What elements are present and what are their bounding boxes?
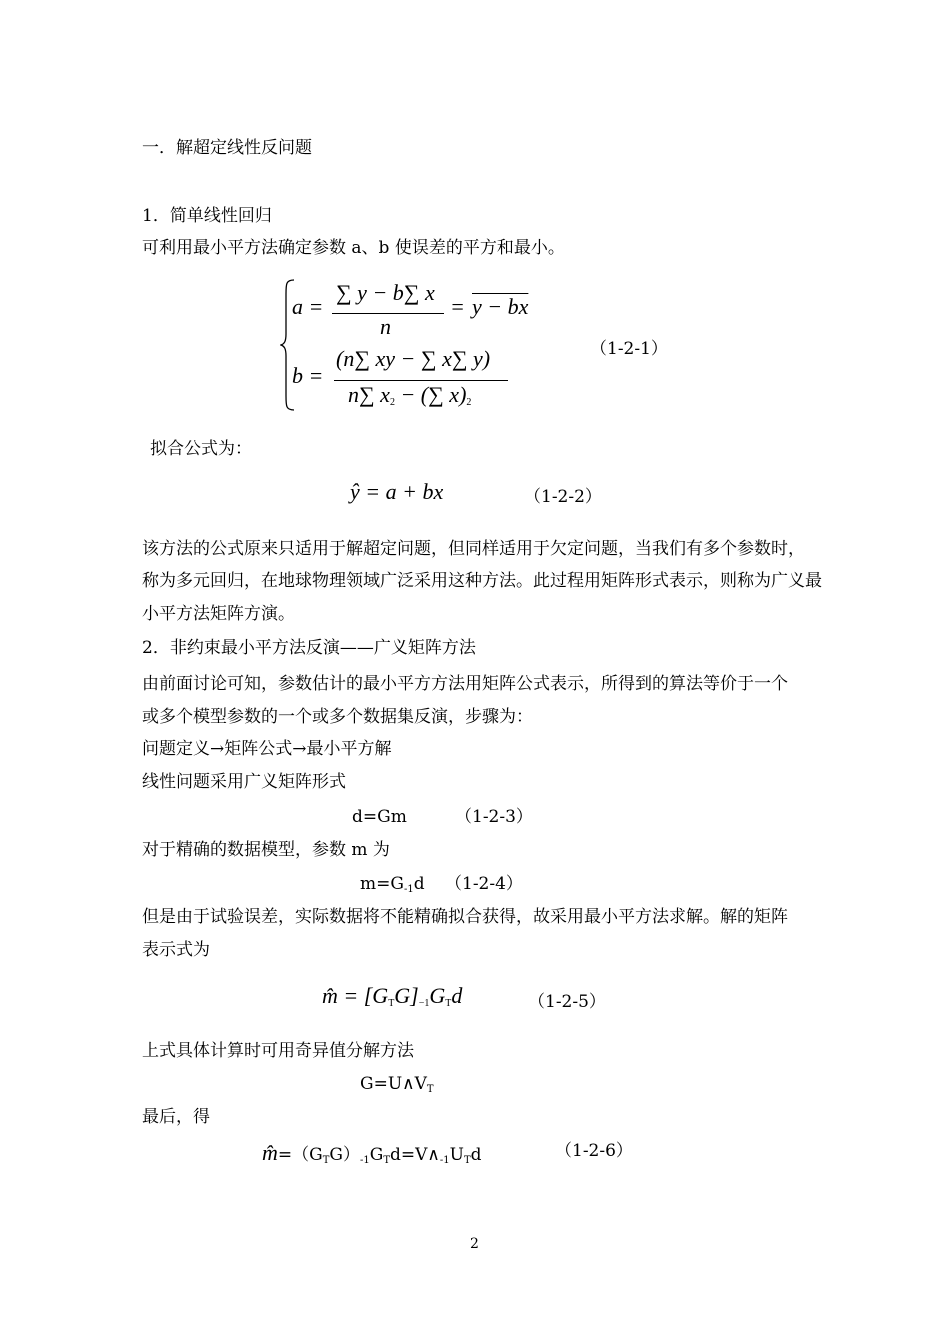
eq-a-rhs [472, 296, 528, 318]
eq-a-rhs-text: y − bx [472, 294, 529, 319]
equation-number-1-2-2: （1-2-2） [524, 487, 602, 507]
equation-number-1-2-3: （1-2-3） [455, 807, 533, 827]
eq6-p3: G [369, 1145, 384, 1165]
eq6-s5: T [463, 1155, 471, 1166]
eq6-s1: T [322, 1155, 330, 1166]
subsection-1-title: 1．简单线性回归 [142, 206, 272, 226]
eq6-p1: =（G [277, 1145, 323, 1165]
eq4-part2: d [413, 874, 425, 894]
subsection-2-linear-form: 线性问题采用广义矩阵形式 [142, 772, 346, 792]
exact-model-text: 对于精确的数据模型，参数 m 为 [142, 840, 390, 860]
subsection-2-steps: 问题定义→矩阵公式→最小平方解 [142, 739, 392, 759]
equation-1-2-2: ŷ = a + bx [350, 479, 444, 504]
equation-1-2-4 [360, 876, 425, 895]
eq-b-lhs: b = [292, 363, 324, 388]
equation-1-2-6 [262, 1142, 482, 1166]
eq6-s2: -1 [359, 1155, 370, 1166]
subsection-2-line-2: 或多个模型参数的一个或多个数据集反演，步骤为： [142, 707, 533, 727]
eq6-p6: d [470, 1145, 482, 1165]
eq-b-den-part1: n∑ x [348, 382, 390, 407]
svd-text: 上式具体计算时可用奇异值分解方法 [142, 1041, 414, 1061]
eq-b-numerator: (n∑ xy − ∑ x∑ y) [336, 346, 491, 371]
paragraph-1-line-3: 小平方法矩阵方演。 [142, 604, 295, 624]
eq5-sup1: T [388, 998, 395, 1009]
eq-a-rhs-equals: = [450, 294, 465, 319]
eq6-p2: G） [329, 1145, 360, 1165]
paragraph-2-line-2: 表示式为 [142, 940, 210, 960]
equation-number-1-2-5: （1-2-5） [528, 992, 606, 1012]
eq5-mid: G] [394, 983, 419, 1008]
paragraph-1-line-1: 该方法的公式原来只适用于解超定问题，但同样适用于欠定问题，当我们有多个参数时， [142, 539, 805, 559]
eq5-d: d [451, 983, 463, 1008]
eq-b-den-part2: − (∑ x) [394, 382, 467, 407]
eq4-part1: m=G [360, 874, 404, 894]
equation-number-1-2-1: （1-2-1） [590, 339, 668, 359]
equation-number-1-2-6: （1-2-6） [555, 1141, 633, 1161]
equation-1-2-5 [322, 985, 462, 1009]
section-heading: 一．解超定线性反问题 [142, 138, 312, 158]
eq5-g: G [429, 983, 446, 1008]
equation-number-1-2-4: （1-2-4） [445, 874, 523, 894]
subsection-2-title: 2．非约束最小平方法反演——广义矩阵方法 [142, 638, 476, 658]
eq6-p5: U [449, 1145, 464, 1165]
eq5-lhs: m̂ = [G [322, 983, 389, 1008]
eq-b-denominator [348, 384, 471, 408]
subsection-1-intro: 可利用最小平方法确定参数 a、b 使误差的平方和最小。 [142, 238, 565, 258]
eq5-sup2: −1 [418, 998, 430, 1009]
eq5-sup3: T [445, 998, 452, 1009]
eq6-p4: d=V∧ [390, 1145, 440, 1165]
fit-formula-label: 拟合公式为： [150, 439, 252, 459]
eq6-lhs: m̂ [262, 1140, 278, 1165]
eq4-sup: -1 [403, 884, 414, 895]
finally-text: 最后，得 [142, 1107, 210, 1127]
eq-b-den-sub1: 2 [389, 397, 395, 408]
paragraph-1-line-2: 称为多元回归，在地球物理领域广泛采用这种方法。此过程用矩阵形式表示，则称为广义最 [142, 571, 822, 591]
svd-part1: G=U∧V [360, 1074, 427, 1094]
subsection-2-line-1: 由前面讨论可知，参数估计的最小平方方法用矩阵公式表示，所得到的算法等价于一个 [142, 674, 788, 694]
page-number: 2 [470, 1236, 479, 1252]
eq-b-den-sub2: 2 [466, 397, 472, 408]
eq6-s3: T [383, 1155, 390, 1166]
eq6-s4: -1 [439, 1155, 450, 1166]
paragraph-2-line-1: 但是由于试验误差，实际数据将不能精确拟合获得，故采用最小平方法求解。解的矩阵 [142, 907, 788, 927]
eq-a-numerator: ∑ y − b∑ x [336, 280, 435, 305]
svd-sup: T [426, 1084, 434, 1095]
equation-1-2-3: d=Gm [352, 807, 407, 827]
eq-a-denominator: n [380, 314, 391, 339]
svd-equation [360, 1076, 434, 1095]
eq-a-lhs: a = [292, 294, 324, 319]
